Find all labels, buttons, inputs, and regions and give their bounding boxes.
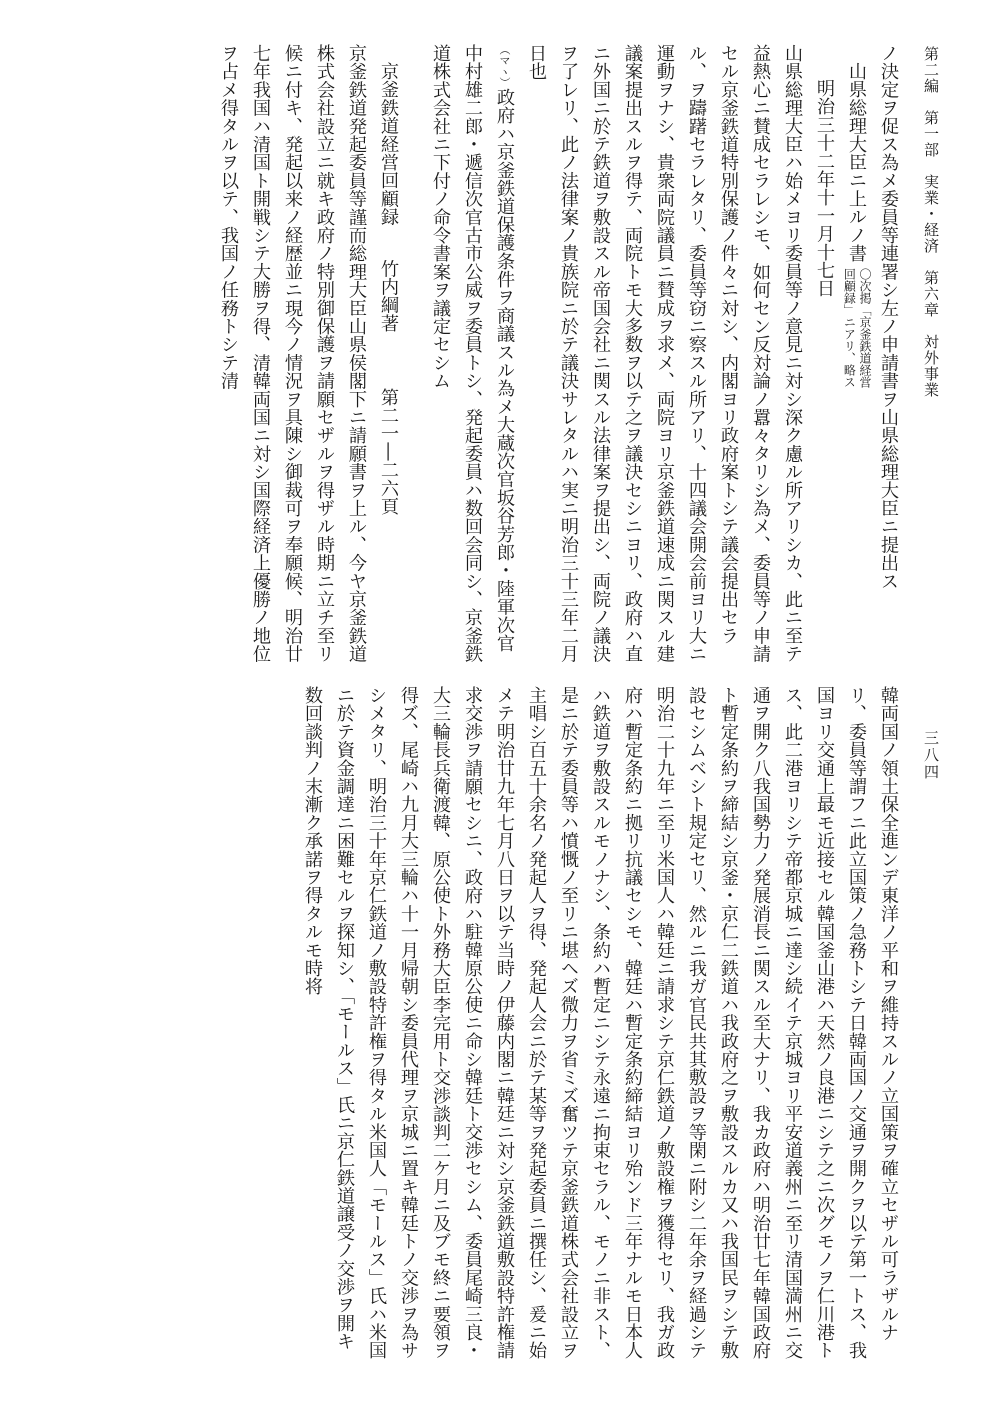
petition-body-continued: 韓両国ノ領土保全進ンデ東洋ノ平和ヲ維持スルノ立国策ヲ確立セザル可ラザルナリ、委員等謂フニ此立国策ノ急務トシテ日韓両国ノ交通ヲ開クヲ以テ第一トス、我国ヨリ交通上最モ近接セル韓国釜山港ハ天然ノ良港ニシテ之ニ次グモノヲ仁川港トス、此二港ヨリシテ帝都京城ニ達シ続イテ京城ヨリ平安道義州ニ至リ清国満州ニ交通ヲ開ク八我国勢力ノ発展消長ニ関スル至大ナリ、我カ政府ハ明治廿七年韓国政府ト暫定条約ヲ締結シ京釜・京仁二鉄道ハ我政府之ヲ敷設スルカ又ハ我国民ヲシテ敷設セシムベシト規定セリ、然ルニ我ガ官民共其敷設ヲ等閑ニ附シ二年余ヲ経過シテ明治二十九年ニ至リ米国人ハ韓廷ニ請求シテ京仁鉄道ノ敷設権ヲ獲得セリ、我ガ政府ハ暫定条約ニ拠リ抗議セシモ、韓廷ハ暫定条約締結ヨリ殆ンド三年ナルモ日本人ハ鉄道ヲ敷設スルモノナシ、条約ハ暫定ニシテ永遠ニ拘束セラル、モノニ非スト、是ニ於テ委員等ハ憤慨ノ至リニ堪ヘズ微力ヲ省ミズ奮ツテ京釜鉄道株式会社設立ヲ主唱シ百五十余名ノ発起人ヲ得、発起人会ニ於テ某等ヲ発起委員ニ撰任シ、爰ニ始メテ明治廿九年七月八日ヲ以テ当時ノ伊藤内閣ニ韓廷ニ対シ京釜鉄道敷設特許権請求交渉ヲ請願セシニ、政府ハ駐韓原公使ニ命シ韓廷ト交渉セシム、委員尾崎三良・大三輪長兵衛渡韓、原公使ト外務大臣李完用ト交渉談判二ケ月ニ及ブモ終ニ要領ヲ得ズ、尾崎ハ九月大三輪ハ十一月帰朝シ委員代理ヲ京城ニ置キ韓廷トノ交渉ヲ為サシメタリ、明治三十年京仁鉄道ノ敷設特許権ヲ得タル米国人「モールス」氏ハ米国ニ於テ資金調達ニ困難セルヲ探知シ、「モールス」氏ニ京仁鉄道譲受ノ交渉ヲ開キ数回談判ノ末漸ク承諾ヲ得タルモ時将 bbox=[302, 686, 899, 1360]
lower-text-block bbox=[74, 686, 904, 1366]
intro-line: ノ決定ヲ促ス為メ委員等連署シ左ノ申請書ヲ山県総理大臣ニ提出ス bbox=[878, 44, 899, 590]
sic-annotation: （マヽ） bbox=[498, 44, 511, 88]
letter-title-line bbox=[840, 44, 872, 664]
narrative-text: 山県総理大臣ハ始メヨリ委員等ノ意見ニ対シ深ク慮ル所アリシカ、此ニ至テ益熱心ニ賛成セラレシモ、如何セン反対論ノ囂々タリシ為メ、委員等ノ申請セル京釜鉄道特別保護ノ件々ニ対シ、内閣ヨリ政府案トシテ議会提出セラル、ヲ躊躇セラレタリ、委員等窃ニ察スル所アリ、十四議会開会前ヨリ大ニ運動ヲナシ、貴衆両院議員ニ賛成ヲ求メ、両院ヨリ京釜鉄道速成ニ関スル建議案提出スルヲ得テ、両院トモ大多数ヲ以テ之ヲ議決セシニヨリ、政府ハ直ニ外国ニ於テ鉄道ヲ敷設スル帝国会社ニ関スル法律案ヲ提出シ、両院ノ議決ヲ了レリ、此ノ法律案ノ貴族院ニ於テ議決サレタルハ実ニ明治三十三年二月 日也 bbox=[526, 44, 803, 682]
section-spacer bbox=[404, 44, 424, 664]
source-heading bbox=[372, 44, 404, 664]
letter-title: 山県総理大臣ニ上ルノ書 bbox=[846, 62, 867, 263]
running-header: 第二編 第一部 実業・経済 第六章 対外事業 bbox=[922, 46, 940, 398]
petition-body: 京釜鉄道発起委員等謹而総理大臣山県侯閣下ニ請願書ヲ上ル、今ヤ京釜鉄道株式会社設立ニ就キ政府ノ特別御保護ヲ請願セザルヲ得ザル時期ニ立チ至リ候ニ付キ、発起以来ノ経歴並ニ現今ノ情況ヲ具陳シ御裁可ヲ奉願候、明治廿七年我国ハ清国ト開戦シテ大勝ヲ得、清韓両国ニ対シ国際経済上優勝ノ地位ヲ占メ得タルヲ以テ、我国ノ任務トシテ清 bbox=[218, 44, 367, 663]
commission-paragraph bbox=[424, 44, 520, 664]
letter-date: 明治三十二年十一月十七日 bbox=[814, 78, 835, 297]
omission-note bbox=[841, 268, 872, 388]
commission-text: 政府ハ京釜鉄道保護条件ヲ商議スル為メ大蔵次官坂谷芳郎・陸軍次官中村雄二郎・遞信次官古市公威ヲ委員トシ、発起委員ハ数回会同シ、京釜鉄道株式会社ニ下付ノ命令書案ヲ議定セシム bbox=[430, 44, 515, 663]
page-number: 三八四 bbox=[922, 730, 940, 781]
book-title: 京釜鉄道経営回顧録 bbox=[378, 62, 399, 226]
omission-note-line-1: 〇次掲「京釜鉄道経営 bbox=[858, 268, 872, 389]
narrative-paragraph bbox=[520, 44, 808, 682]
upper-text-block bbox=[74, 44, 904, 682]
book-author: 竹内綱著 bbox=[378, 259, 399, 333]
omission-note-line-2: 回顧録」ニアリ、略ス bbox=[842, 268, 857, 389]
book-pages: 第二一―二六頁 bbox=[378, 387, 399, 515]
